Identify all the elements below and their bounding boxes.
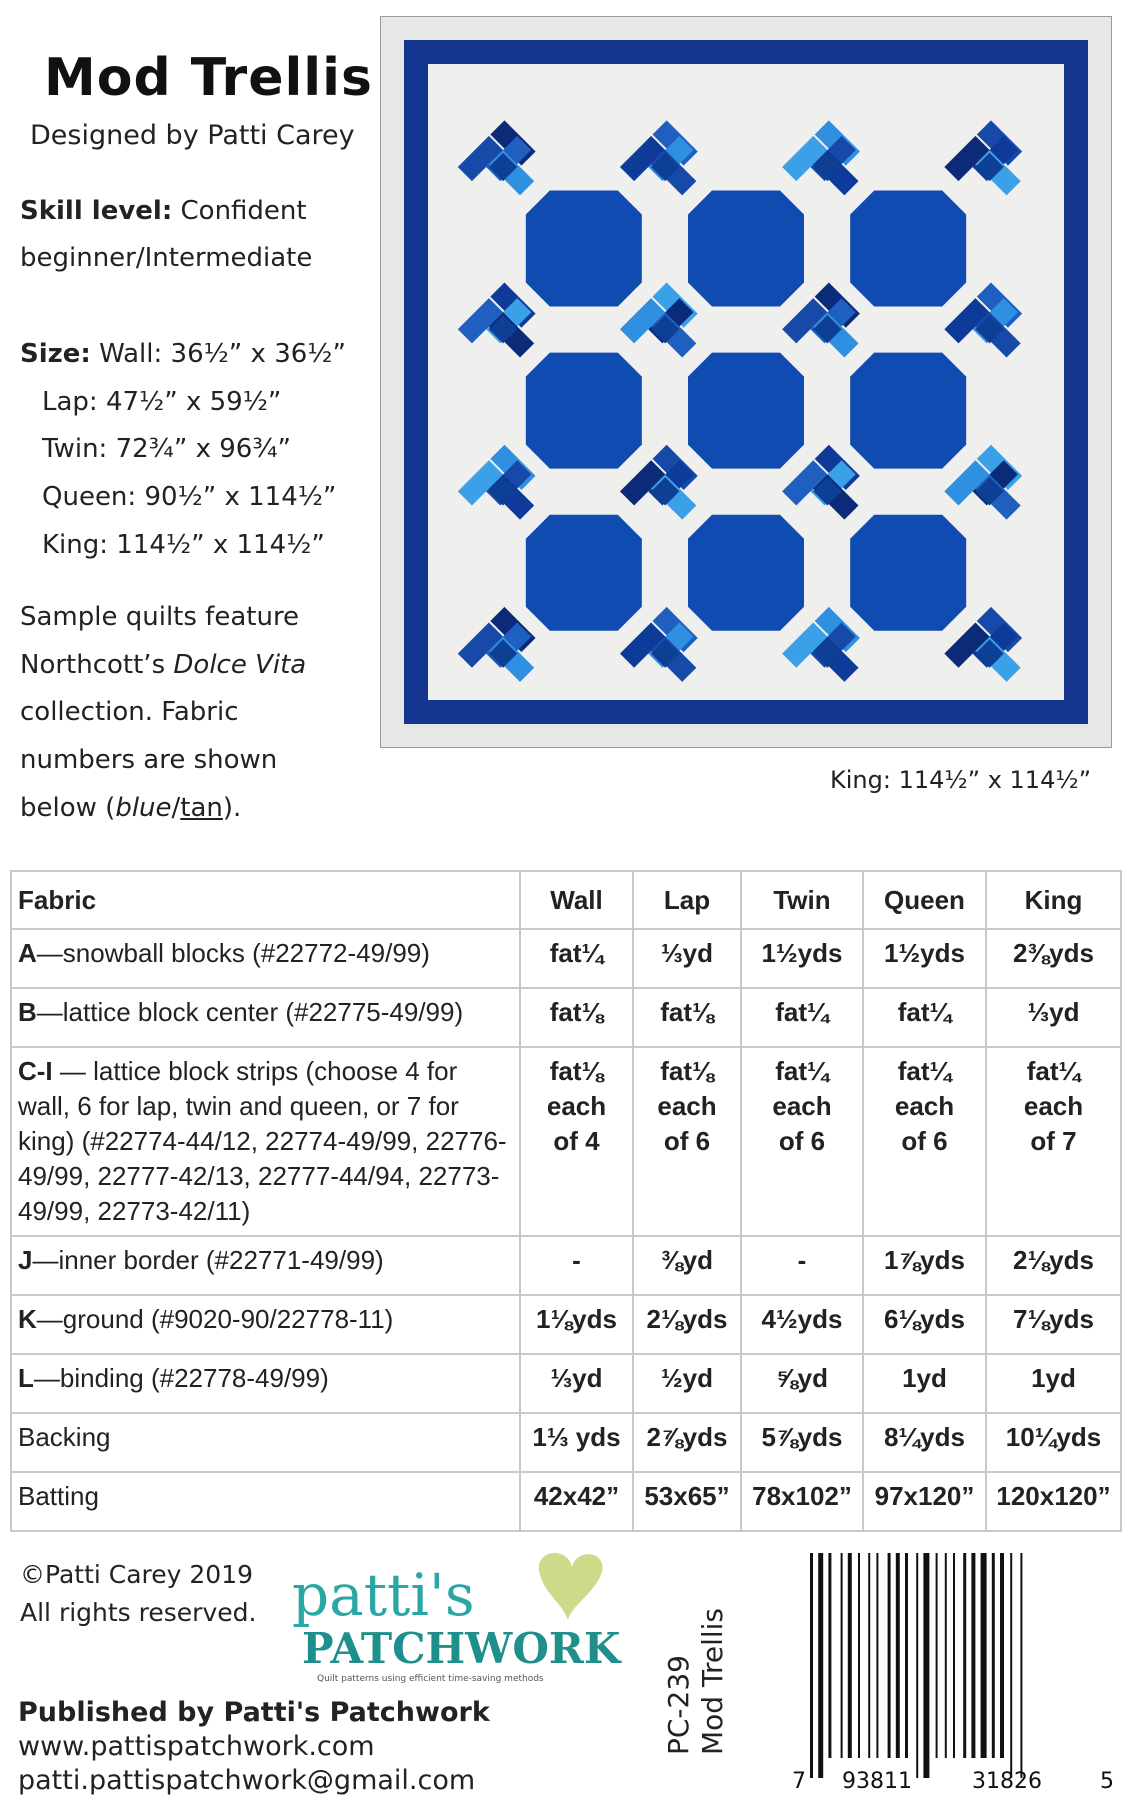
amount-cell: 1½yds: [863, 929, 986, 988]
table-row: [11, 1295, 1121, 1354]
size-label: Size:: [20, 339, 91, 369]
pattis-patchwork-logo: [282, 1545, 622, 1690]
amount-cell: 5⅞yds: [741, 1413, 863, 1472]
quilt-caption: King: 114½” x 114½”: [830, 766, 1092, 794]
sample-line5: [20, 793, 241, 823]
fabric-text: —lattice block center (#22775-49/99): [36, 997, 464, 1027]
size-lap: Lap: 47½” x 59½”: [42, 387, 282, 417]
size-wall: [20, 339, 346, 369]
snowball-block: [850, 353, 966, 469]
publisher-name: Published by Patti's Patchwork: [18, 1697, 490, 1728]
publisher-website[interactable]: www.pattispatchwork.com: [18, 1731, 375, 1762]
barcode-bar: [1000, 1553, 1004, 1758]
header-fabric: Fabric: [11, 871, 520, 929]
fabric-text: —ground (#9020-90/22778-11): [36, 1304, 394, 1334]
barcode-digits-2: 93811: [842, 1769, 912, 1794]
fabric-key: C-I: [18, 1056, 53, 1086]
header-queen: Queen: [863, 871, 986, 929]
snowball-block: [850, 190, 966, 306]
amount-cell: 1yd: [986, 1354, 1121, 1413]
barcode-bar: [963, 1553, 966, 1758]
amount-cell: 78x102”: [741, 1472, 863, 1531]
fabric-description: [11, 929, 520, 988]
publisher-block: [18, 1696, 490, 1798]
amount-cell: 1½yds: [741, 929, 863, 988]
sample-line3: collection. Fabric: [20, 697, 239, 727]
barcode: [790, 1548, 1120, 1798]
table-row: [11, 1236, 1121, 1295]
fabric-text: —snowball blocks (#22772-49/99): [36, 938, 430, 968]
barcode-bar: [992, 1553, 995, 1758]
amount-cell: ⅓yd: [633, 929, 741, 988]
amount-cell: 2⅛yds: [633, 1295, 741, 1354]
page-title: Mod Trellis: [44, 48, 373, 108]
table-header-row: [11, 871, 1121, 929]
amount-cell: 6⅛yds: [863, 1295, 986, 1354]
amount-cell: 10¼yds: [986, 1413, 1121, 1472]
size-twin: Twin: 72¾” x 96¾”: [42, 434, 291, 464]
amount-cell: ⅜yd: [633, 1236, 741, 1295]
amount-cell: ½yd: [633, 1354, 741, 1413]
amount-cell: 1⅓ yds: [520, 1413, 633, 1472]
fabric-description: [11, 1413, 520, 1472]
amount-cell: 8¼yds: [863, 1413, 986, 1472]
barcode-bar: [916, 1553, 918, 1778]
snowball-block: [526, 515, 642, 631]
snowball-block: [688, 515, 804, 631]
size-wall-value: Wall: 36½” x 36½”: [99, 339, 346, 369]
amount-cell: 42x42”: [520, 1472, 633, 1531]
amount-cell: 53x65”: [633, 1472, 741, 1531]
size-queen: Queen: 90½” x 114½”: [42, 482, 337, 512]
blue-label: blue: [115, 793, 172, 823]
table-row: [11, 929, 1121, 988]
snowball-block: [526, 353, 642, 469]
table-row: [11, 1354, 1121, 1413]
barcode-bar: [828, 1553, 831, 1758]
barcode-bar: [896, 1553, 900, 1758]
table-row: [11, 1413, 1121, 1472]
fabric-key: K: [18, 1304, 37, 1334]
snowball-block: [688, 353, 804, 469]
amount-cell: fat¼: [520, 929, 633, 988]
header-twin: Twin: [741, 871, 863, 929]
barcode-bar: [841, 1553, 843, 1758]
amount-cell: 1yd: [863, 1354, 986, 1413]
amount-cell: 2⅛yds: [986, 1236, 1121, 1295]
amount-cell: fat⅛: [633, 988, 741, 1047]
barcode-bar: [818, 1553, 823, 1778]
fabric-description: [11, 1295, 520, 1354]
publisher-email[interactable]: patti.pattispatchwork@gmail.com: [18, 1765, 476, 1796]
header-wall: Wall: [520, 871, 633, 929]
snowball-block: [526, 190, 642, 306]
amount-cell: 2⅞yds: [633, 1413, 741, 1472]
fabric-key: B: [18, 997, 37, 1027]
tan-label: tan: [180, 793, 223, 823]
barcode-digits-3: 31826: [972, 1769, 1042, 1794]
barcode-digit-4: 5: [1100, 1769, 1114, 1794]
skill-label: Skill level:: [20, 196, 173, 226]
amount-cell: 2⅜yds: [986, 929, 1121, 988]
amount-cell: fat¼: [741, 988, 863, 1047]
table-row: [11, 988, 1121, 1047]
quilt-image: [380, 16, 1112, 748]
sku-name: Mod Trellis: [696, 1608, 729, 1755]
amount-cell: ⅓yd: [986, 988, 1121, 1047]
fabric-description: [11, 1236, 520, 1295]
barcode-bar: [868, 1553, 870, 1758]
skill-value: Confident: [180, 196, 307, 226]
copyright-line2: All rights reserved.: [20, 1598, 257, 1627]
table-row: [11, 1047, 1121, 1236]
sample-line2-text: Northcott’s: [20, 650, 174, 680]
amount-cell: fat¼ each of 7: [986, 1047, 1121, 1236]
amount-cell: -: [741, 1236, 863, 1295]
barcode-digit-1: 7: [792, 1769, 806, 1794]
amount-cell: fat⅛: [520, 988, 633, 1047]
fabric-description: [11, 1472, 520, 1531]
barcode-bar: [971, 1553, 975, 1758]
copyright-line1: ©Patti Carey 2019: [20, 1560, 254, 1589]
fabric-description: [11, 1354, 520, 1413]
fabric-description: [11, 988, 520, 1047]
skill-level: [20, 196, 307, 226]
amount-cell: fat¼ each of 6: [741, 1047, 863, 1236]
fabric-text: —binding (#22778-49/99): [33, 1363, 329, 1393]
amount-cell: fat¼: [863, 988, 986, 1047]
quilt-blocks: [458, 120, 1036, 698]
fabric-description: [11, 1047, 520, 1236]
fabric-key: J: [18, 1245, 33, 1275]
amount-cell: 7⅛yds: [986, 1295, 1121, 1354]
size-king: King: 114½” x 114½”: [42, 530, 325, 560]
skill-level-line2: beginner/Intermediate: [20, 243, 313, 273]
sample-line5-a: below (: [20, 793, 116, 823]
barcode-bar: [888, 1553, 891, 1758]
designer-credit: Designed by Patti Carey: [30, 120, 355, 151]
amount-cell: -: [520, 1236, 633, 1295]
amount-cell: ⅓yd: [520, 1354, 633, 1413]
fabric-text: —inner border (#22771-49/99): [32, 1245, 384, 1275]
amount-cell: fat¼ each of 6: [863, 1047, 986, 1236]
fabric-text: — lattice block strips (choose 4 for wall, 6 for lap, twin and queen, or 7 for king) (#22774-44/12, 22774-49/99, 22776-49/99, 22777-42/13, 22777-44/94, 22773-49/99, 22773-42/11): [18, 1056, 507, 1226]
sample-line2: [20, 650, 306, 680]
logo-tagline: Quilt patterns using efficient time-saving methods: [317, 1674, 544, 1684]
amount-cell: 97x120”: [863, 1472, 986, 1531]
heart-leaf-icon: [539, 1553, 603, 1620]
sample-line4: numbers are shown: [20, 745, 278, 775]
snowball-block: [850, 515, 966, 631]
sku-code: PC-239: [662, 1655, 695, 1755]
fabric-text: Batting: [18, 1481, 99, 1511]
collection-name: Dolce Vita: [173, 650, 307, 680]
sku-label: [650, 1590, 780, 1760]
amount-cell: fat⅛ each of 4: [520, 1047, 633, 1236]
barcode-bar: [905, 1553, 908, 1758]
barcode-bar: [1020, 1553, 1022, 1778]
barcode-bar: [981, 1553, 987, 1758]
barcode-bar: [1010, 1553, 1012, 1778]
amount-cell: 120x120”: [986, 1472, 1121, 1531]
slash: /: [171, 793, 181, 823]
barcode-bar: [876, 1553, 878, 1758]
fabric-key: L: [18, 1363, 34, 1393]
header-lap: Lap: [633, 871, 741, 929]
amount-cell: 4½yds: [741, 1295, 863, 1354]
fabric-requirements-table: [10, 870, 1122, 1532]
snowball-block: [688, 190, 804, 306]
amount-cell: ⅝yd: [741, 1354, 863, 1413]
barcode-bar: [945, 1553, 947, 1758]
barcode-bar: [848, 1553, 852, 1758]
header-king: King: [986, 871, 1121, 929]
barcode-bars: [810, 1553, 1022, 1778]
barcode-bar: [953, 1553, 955, 1758]
fabric-text: Backing: [18, 1422, 111, 1452]
barcode-bar: [858, 1553, 860, 1758]
sample-line5-b: ).: [222, 793, 242, 823]
barcode-bar: [810, 1553, 813, 1778]
logo-line2: PATCHWORK: [302, 1624, 621, 1673]
copyright: [20, 1556, 256, 1632]
amount-cell: 1⅞yds: [863, 1236, 986, 1295]
fabric-key: A: [18, 938, 37, 968]
amount-cell: 1⅛yds: [520, 1295, 633, 1354]
table-row: [11, 1472, 1121, 1531]
amount-cell: fat⅛ each of 6: [633, 1047, 741, 1236]
barcode-bar: [923, 1553, 929, 1778]
logo-line1: patti's: [292, 1561, 475, 1629]
barcode-bar: [936, 1553, 938, 1758]
sample-line1: Sample quilts feature: [20, 602, 300, 632]
